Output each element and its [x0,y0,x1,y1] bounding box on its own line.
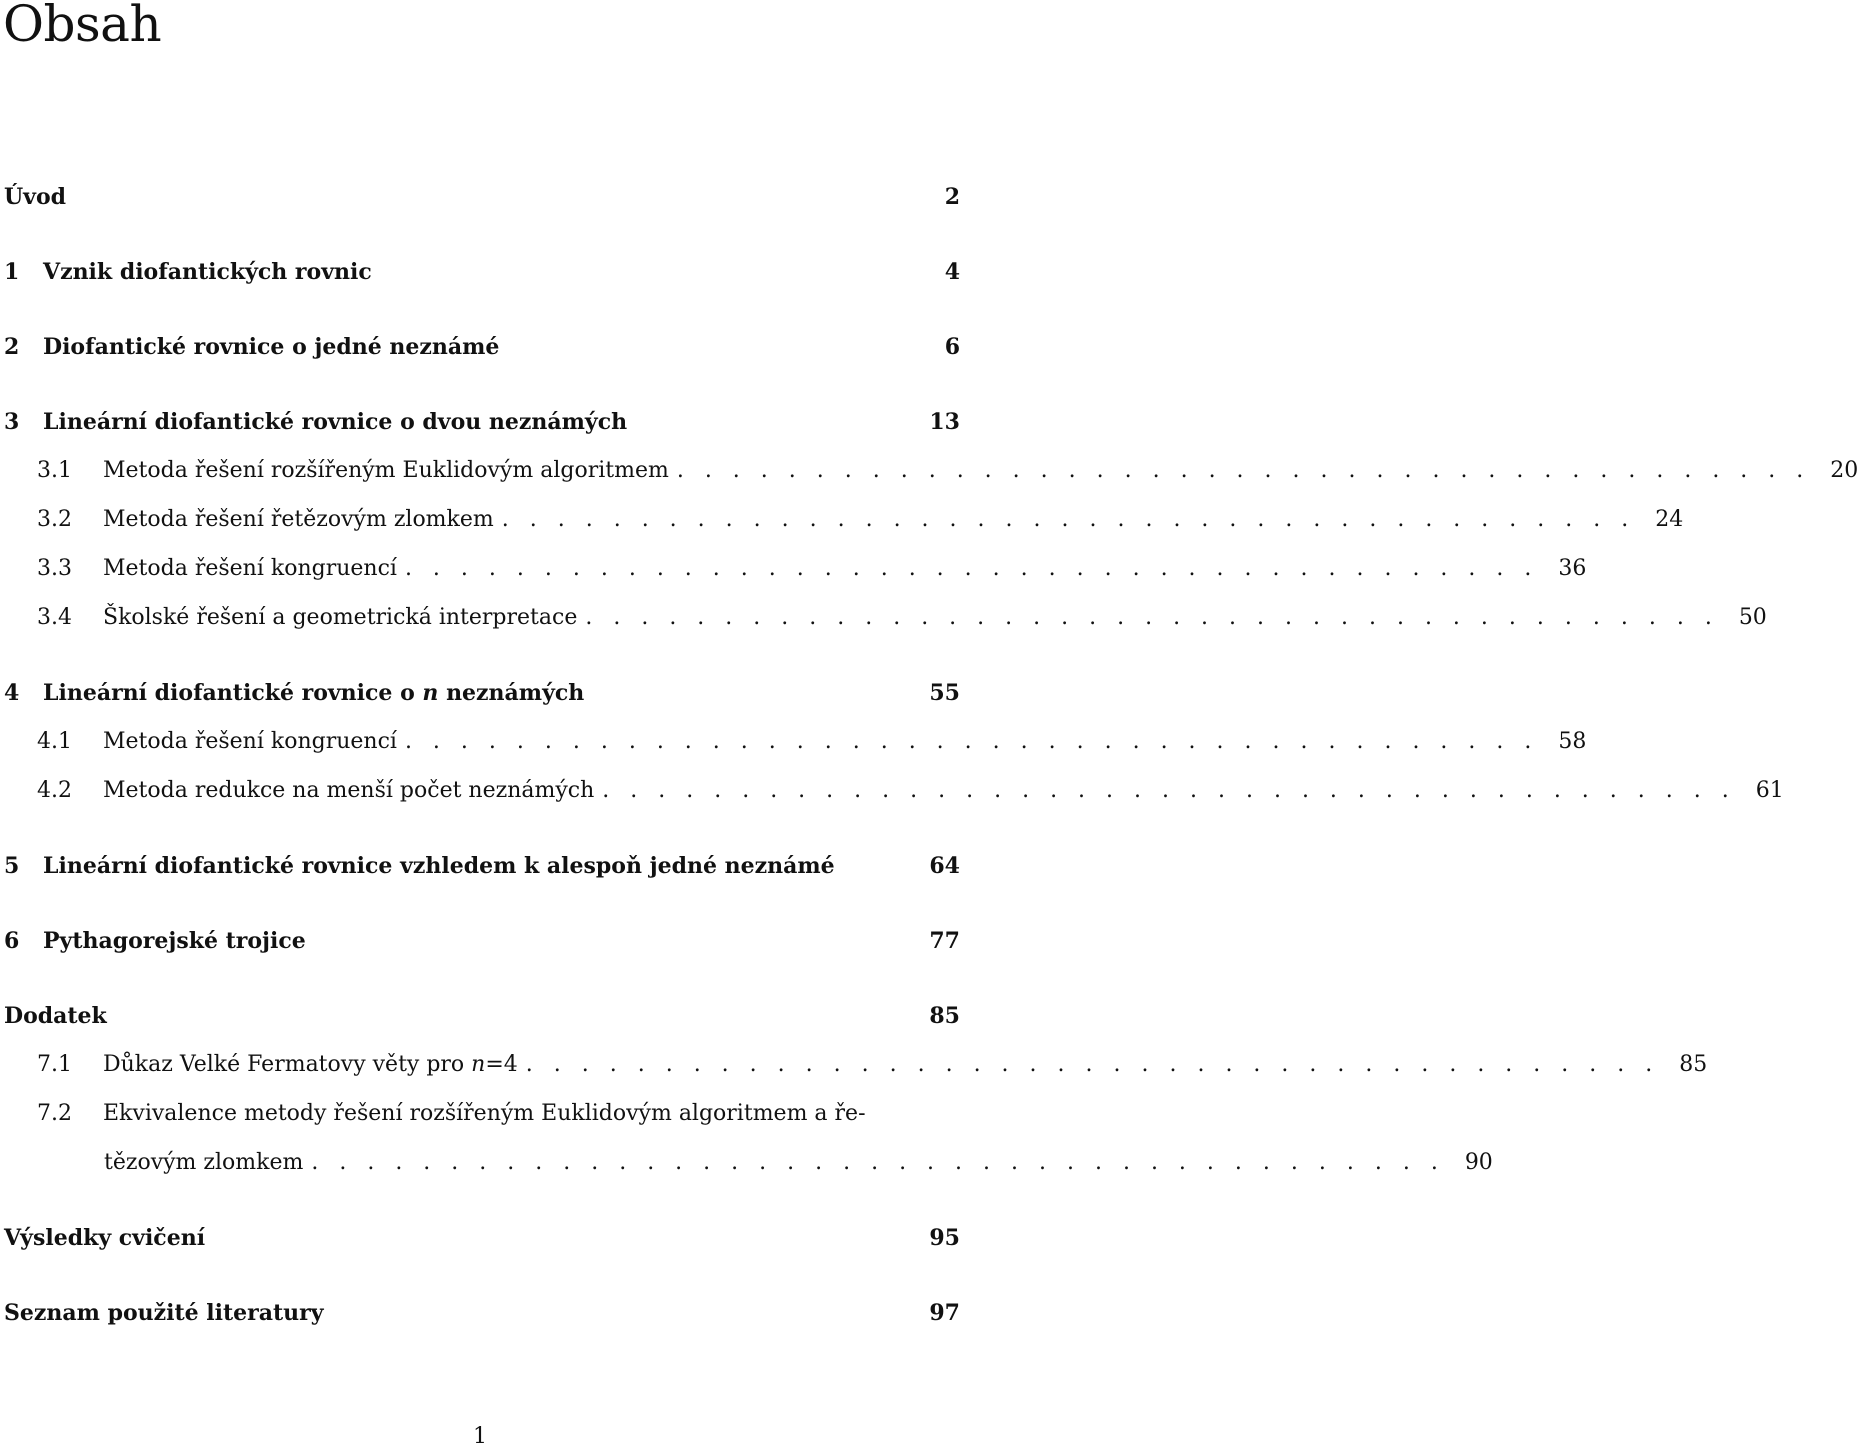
toc-entry-page: 36 [1558,556,1587,581]
toc-entry-label: Lineární diofantické rovnice vzhledem k alespoň jedné neznámé [43,853,835,879]
toc-entry-label: Metoda redukce na menší počet neznámých [103,778,595,803]
toc-entry-number: 4 [4,680,20,706]
toc-entry-section-4-1[interactable] [4,725,1587,759]
toc-entry-label: Pythagorejské trojice [43,928,306,954]
toc-leader-dots: . . . . . . . . . . . . . . . . . . . . . . . . . . . . . . . . . . . . . . . . . [501,507,1636,532]
toc-entry-number: 1 [4,259,20,285]
toc-entry-label: Vznik diofantických rovnic [43,259,372,285]
toc-entry-label: Metoda řešení kongruencí [103,729,397,754]
toc-entry-page: 24 [1655,507,1684,532]
toc-leader-dots: . . . . . . . . . . . . . . . . . . . . . . . . . . . . . . . . . . . . . . . . . [404,729,1539,754]
toc-entry-label: Seznam použité literatury [4,1300,324,1326]
toc-entry-number: 3.3 [37,556,72,581]
toc-entry-vysledky[interactable] [4,1221,960,1255]
toc-entry-page: 61 [1755,778,1784,803]
toc-entry-section-3-2[interactable] [4,503,1684,537]
toc-entry-page: 4 [944,259,960,285]
toc-entry-page: 77 [929,928,960,954]
toc-entry-chapter-2[interactable] [4,330,960,364]
toc-entry-section-3-3[interactable] [4,552,1587,586]
toc-entry-page: 55 [929,680,960,706]
toc-entry-label: Důkaz Velké Fermatovy věty pro n=4 [103,1052,518,1077]
toc-entry-page: 2 [944,184,960,210]
toc-entry-number: 7.1 [37,1052,72,1077]
toc-entry-number: 4.2 [37,778,72,803]
toc-entry-number: 3.4 [37,605,72,630]
toc-entry-section-3-4[interactable] [4,601,1767,635]
toc-entry-label: Školské řešení a geometrická interpretace [103,605,578,630]
toc-leader-dots: . . . . . . . . . . . . . . . . . . . . . . . . . . . . . . . . . . . . . . . . . [585,605,1719,630]
toc-entry-number: 2 [4,334,20,360]
toc-entry-label: Lineární diofantické rovnice o dvou neznámých [43,409,628,435]
toc-entry-page: 85 [1679,1052,1708,1077]
toc-entry-page: 58 [1558,729,1587,754]
toc-leader-dots: . . . . . . . . . . . . . . . . . . . . . . . . . . . . . . . . . . . . . . . . . [404,556,1539,581]
toc-entry-label-line-1: Ekvivalence metody řešení rozšířeným Euklidovým algoritmem a ře- [103,1101,866,1126]
toc-entry-number: 4.1 [37,729,72,754]
toc-entry-page: 64 [929,853,960,879]
toc-entry-dodatek[interactable] [4,999,960,1033]
page-number: 1 [473,1424,487,1449]
toc-entry-page: 95 [929,1225,960,1251]
toc-entry-label-line-2: tězovým zlomkem [104,1150,304,1175]
toc-entry-chapter-6[interactable] [4,924,960,958]
toc-entry-number: 3 [4,409,20,435]
toc-leader-dots: . . . . . . . . . . . . . . . . . . . . . . . . . . . . . . . . . . . . . . . . . [311,1150,1445,1175]
toc-entry-label: Lineární diofantické rovnice o n neznámých [43,680,585,706]
toc-entry-number: 7.2 [37,1101,72,1126]
toc-leader-dots: . . . . . . . . . . . . . . . . . . . . . . . . . . . . . . . . . . . . . . . . . [676,458,1811,483]
toc-entry-section-7-2[interactable] [4,1097,960,1131]
toc-entry-section-7-2-continuation[interactable] [104,1146,1493,1180]
toc-entry-section-4-2[interactable] [4,774,1784,808]
toc-leader-dots: . . . . . . . . . . . . . . . . . . . . . . . . . . . . . . . . . . . . . . . . . [602,778,1736,803]
toc-entry-page: 20 [1830,458,1858,483]
toc-entry-page: 13 [929,409,960,435]
toc-entry-label: Diofantické rovnice o jedné neznámé [43,334,500,360]
toc-entry-label: Metoda řešení řetězovým zlomkem [103,507,494,532]
toc-entry-label: Úvod [4,184,67,210]
toc-entry-page: 90 [1464,1150,1493,1175]
toc-entry-chapter-3[interactable] [4,405,960,439]
toc-entry-number: 3.2 [37,507,72,532]
toc-entry-chapter-4[interactable] [4,676,960,710]
toc-entry-section-7-1[interactable] [4,1048,1708,1082]
toc-entry-literatura[interactable] [4,1296,960,1330]
toc-entry-label: Dodatek [4,1003,107,1029]
toc-entry-page: 50 [1738,605,1767,630]
toc-entry-page: 85 [929,1003,960,1029]
toc-entry-chapter-1[interactable] [4,255,960,289]
toc-entry-number: 5 [4,853,20,879]
toc-entry-label: Metoda řešení rozšířeným Euklidovým algoritmem [103,458,669,483]
page-title: Obsah [3,0,162,53]
toc-entry-page: 97 [929,1300,960,1326]
toc-entry-number: 3.1 [37,458,72,483]
toc-entry-page: 6 [944,334,960,360]
toc-entry-chapter-5[interactable] [4,849,960,883]
toc-entry-number: 6 [4,928,20,954]
toc-entry-label: Metoda řešení kongruencí [103,556,397,581]
toc-entry-section-3-1[interactable] [4,454,1858,488]
toc-leader-dots: . . . . . . . . . . . . . . . . . . . . . . . . . . . . . . . . . . . . . . . . . [525,1052,1660,1077]
math-variable: n [471,1052,486,1077]
toc-entry-uvod[interactable] [4,180,960,214]
math-variable: n [422,680,439,706]
toc-entry-label: Výsledky cvičení [4,1225,206,1251]
